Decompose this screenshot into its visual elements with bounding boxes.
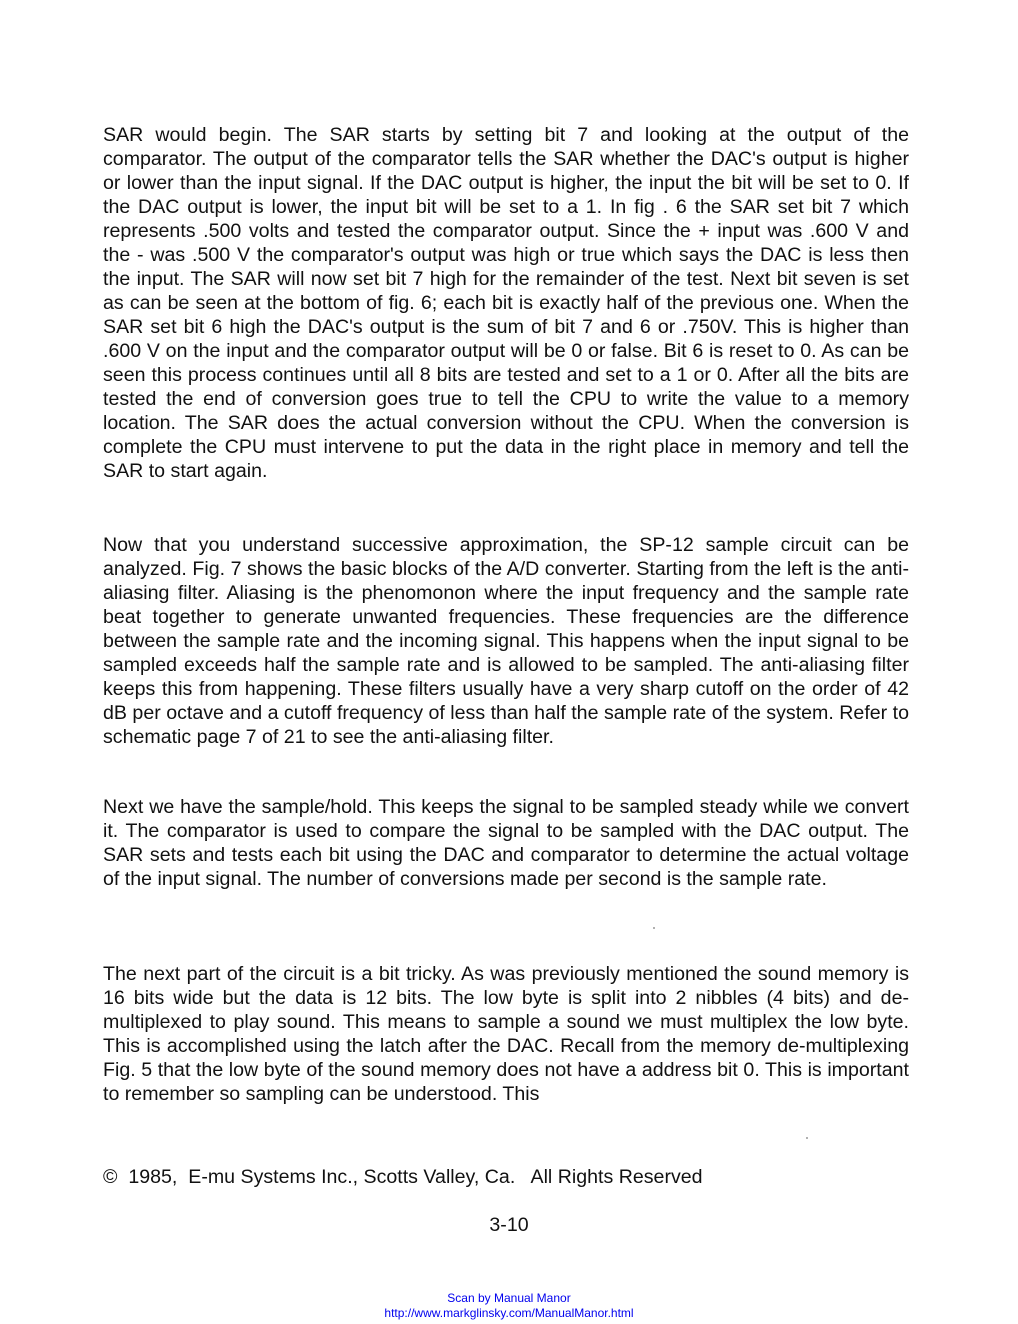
scan-speck [806,1137,808,1139]
scan-credit-url-link[interactable]: http://www.markglinsky.com/ManualManor.html [384,1306,634,1320]
paragraph-sample-hold: Next we have the sample/hold. This keeps the signal to be sampled steady while we convert it. The comparator is used to compare the signal to be sampled with the DAC output. The SAR sets and tests each bit using the DAC and comparator to determine the actual voltage of the input signal. The number of conversions made per second is the sample rate. [103,796,909,890]
page-number: 3-10 [489,1214,529,1236]
paragraph-sample-circuit: Now that you understand successive approximation, the SP-12 sample circuit can be analyzed. Fig. 7 shows the basic blocks of the A/D converter. Starting from the left is the anti-aliasing filter. Aliasing is the phenomonon where the input frequency and the sample rate beat together to generate unwanted frequencies. These frequencies are the difference between the sample rate and the incoming signal. This happens when the input signal to be sampled exceeds half the sample rate and is allowed to be sampled. The anti-aliasing filter keeps this from happening. These filters usually have a very sharp cutoff on the order of 42 dB per octave and a cutoff frequency of less than half the sample rate of the system. Refer to schematic page 7 of 21 to see the anti-aliasing filter. [103,534,909,748]
paragraph-sar-process: SAR would begin. The SAR starts by setting bit 7 and looking at the output of the comparator. The output of the comparator tells the SAR whether the DAC's output is higher or lower than the input signal. If the DAC output is higher, the input the bit will be set to 0. If the DAC output is lower, the input bit will be set to a 1. In fig . 6 the SAR set bit 7 which represents .500 volts and tested the comparator output. Since the + input was .600 V and the - was .500 V the comparator's output was high or true which says the DAC is less then the input. The SAR will now set bit 7 high for the remainder of the test. Next bit seven is set as can be seen at the bottom of fig. 6; each bit is exactly half of the previous one. When the SAR set bit 6 high the DAC's output is the sum of bit 7 and 6 or .750V. This is higher than .600 V on the input and the comparator output will be 0 or false. Bit 6 is reset to 0. As can be seen this process continues until all 8 bits are tested and set to a 1 or 0. After all the bits are tested the end of conversion goes true to tell the CPU to write the value to a memory location. The SAR does the actual conversion without the CPU. When the conversion is complete the CPU must intervene to put the data in the right place in memory and tell the SAR to start again. [103,124,909,482]
paragraph-multiplexing: The next part of the circuit is a bit tricky. As was previously mentioned the sound memory is 16 bits wide but the data is 12 bits. The low byte is split into 2 nibbles (4 bits) and de-multiplexed to play sound. This means to sample a sound we must multiplex the low byte. This is accomplished using the latch after the DAC. Recall from the memory de-multiplexing Fig. 5 that the low byte of the sound memory does not have a address bit 0. This is important to remember so sampling can be understood. This [103,963,909,1105]
scan-speck [653,927,655,929]
copyright-notice: © 1985, E-mu Systems Inc., Scotts Valley, Ca. All Rights Reserved [103,1166,703,1188]
scan-credit-footer [0,1291,1018,1321]
scan-credit-link[interactable]: Scan by Manual Manor [447,1291,571,1305]
